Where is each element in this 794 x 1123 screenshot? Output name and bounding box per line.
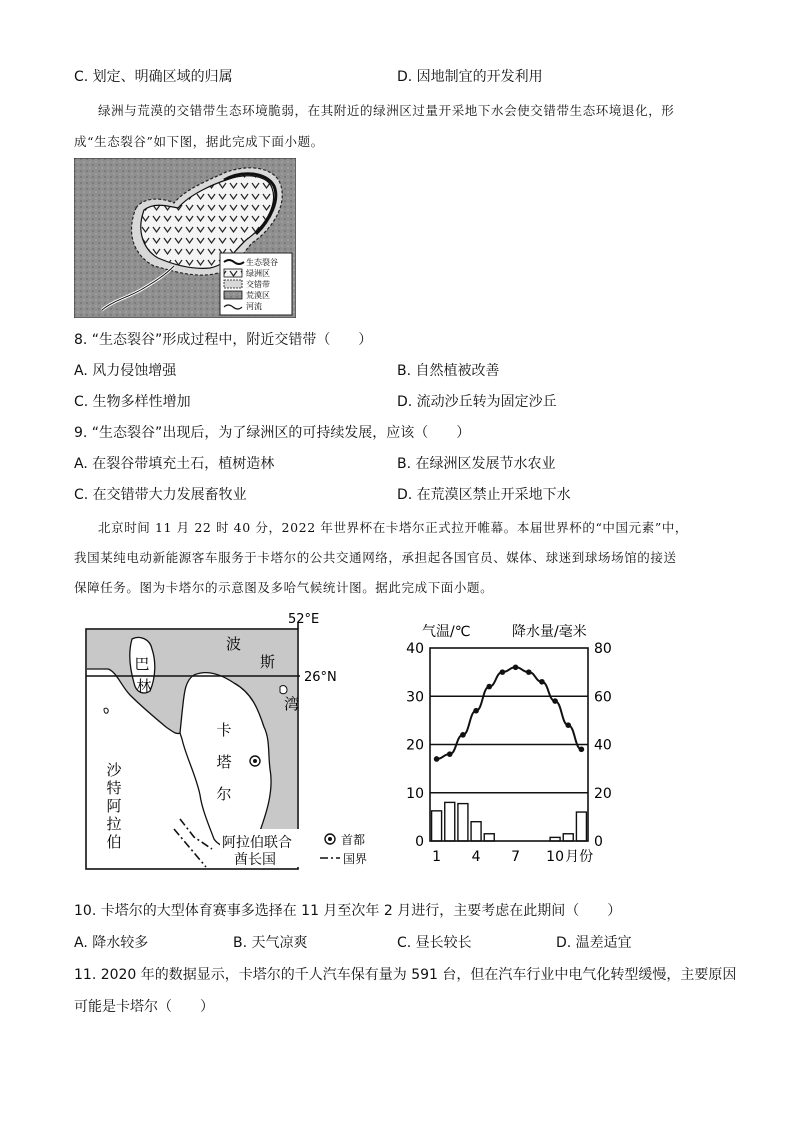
q9-stem: 9. “生态裂谷”出现后，为了绿洲区的可持续发展，应该（ ）: [74, 425, 471, 441]
right-axis-label: 降水量/毫米: [512, 624, 587, 640]
qatar-map: [84, 609, 368, 871]
x-tick-label: 7: [511, 849, 521, 865]
passage2-line3: 保障任务。图为卡塔尔的示意图及多哈气候统计图。据此完成下面小题。: [74, 580, 494, 595]
ecological-rift-figure: [74, 158, 296, 318]
left-tick-label: 30: [406, 689, 424, 706]
legend-label-ecotone: 交错带: [246, 280, 270, 289]
saudi-label-5: 伯: [106, 833, 122, 851]
right-tick-label: 40: [594, 737, 612, 754]
left-tick-label: 10: [406, 785, 424, 802]
temperature-point: [539, 679, 545, 685]
temperature-point: [579, 747, 585, 753]
q8-option-b: B. 自然植被改善: [397, 363, 500, 379]
desert-swatch-icon: [224, 291, 242, 299]
q10-option-a: A. 降水较多: [74, 935, 149, 951]
precip-bar: [458, 804, 468, 841]
right-tick-label: 80: [594, 641, 612, 657]
saudi-label-2: 特: [106, 779, 122, 797]
passage2-line2: 我国某纯电动新能源客车服务于卡塔尔的公共交通网络，承担起各国官员、媒体、球迷到球场场馆的接送: [74, 550, 677, 565]
temperature-curve: [437, 667, 582, 759]
q10-stem: 10. 卡塔尔的大型体育赛事多选择在 11 月至次年 2 月进行，主要考虑在此期间（ ）: [74, 903, 622, 919]
legend-label-oasis: 绿洲区: [246, 269, 270, 278]
left-tick-label: 20: [406, 737, 424, 754]
right-tick-label: 20: [594, 785, 612, 802]
uae-label-line1: 阿拉伯联合: [222, 835, 292, 851]
x-unit-label: 月份: [565, 849, 594, 865]
left-tick-label: 0: [415, 834, 424, 850]
left-axis-label: 气温/℃: [422, 624, 471, 640]
q8-option-d: D. 流动沙丘转为固定沙丘: [397, 394, 557, 410]
legend-label-desert: 荒漠区: [246, 291, 270, 300]
precip-bar: [484, 834, 494, 841]
gulf-label-1: 波: [226, 635, 242, 653]
q10-option-b: B. 天气凉爽: [233, 935, 308, 951]
left-tick-label: 40: [406, 641, 424, 657]
passage1-line1: 绿洲与荒漠的交错带生态环境脆弱，在其附近的绿洲区过量开采地下水会使交错带生态环境退化，形: [98, 103, 675, 118]
legend-capital-label: 首都: [341, 833, 366, 847]
passage1-line2: 成“生态裂谷”如下图，据此完成下面小题。: [74, 134, 324, 149]
q10-option-c: C. 昼长较长: [397, 935, 472, 951]
q8-option-a: A. 风力侵蚀增强: [74, 363, 177, 379]
lat-26n-label: 26°N: [304, 670, 337, 685]
temperature-point: [486, 684, 492, 690]
temperature-point: [500, 669, 506, 675]
bahrain-label-2: 林: [136, 677, 152, 695]
precipitation-bars: [432, 802, 587, 841]
q9-option-d: D. 在荒漠区禁止开采地下水: [397, 487, 571, 503]
precip-bar: [576, 812, 586, 841]
x-tick-label: 10: [546, 849, 564, 865]
precip-bar: [563, 834, 573, 841]
q9-option-b: B. 在绿洲区发展节水农业: [397, 456, 556, 472]
qatar-label-1: 卡: [216, 721, 232, 739]
temperature-point: [447, 751, 453, 757]
q9-option-c: C. 在交错带大力发展畜牧业: [74, 487, 247, 503]
ecotone-swatch-icon: [224, 280, 242, 288]
gulf-label-2: 斯: [260, 653, 276, 671]
qatar-label-3: 尔: [216, 785, 232, 803]
lon-52e-label: 52°E: [288, 612, 320, 627]
temperature-point: [473, 708, 479, 714]
precip-bar: [471, 822, 481, 841]
q7-option-d: D. 因地制宜的开发利用: [397, 69, 543, 85]
legend-label-river: 河流: [246, 302, 262, 311]
x-tick-label: 4: [471, 849, 481, 865]
precip-bar: [432, 811, 442, 841]
saudi-label-3: 阿: [106, 797, 122, 815]
temperature-point: [513, 665, 519, 671]
passage2-line1: 北京时间 11 月 22 时 40 分，2022 年世界杯在卡塔尔正式拉开帷幕。本届世界杯的“中国元素”中，: [98, 520, 689, 535]
doha-climate-chart: [394, 618, 620, 870]
q9-option-a: A. 在裂谷带填充土石，植树造林: [74, 456, 275, 472]
q8-stem: 8. “生态裂谷”形成过程中，附近交错带（ ）: [74, 332, 373, 348]
island-west: [104, 708, 108, 713]
legend-label-rift: 生态裂谷: [246, 258, 278, 267]
temperature-point: [565, 722, 571, 728]
saudi-label-1: 沙: [106, 761, 122, 779]
temperature-point: [526, 669, 532, 675]
q11-stem-line2: 可能是卡塔尔（ ）: [74, 999, 214, 1015]
bahrain-label-1: 巴: [134, 655, 150, 673]
temperature-point: [460, 732, 466, 738]
q8-option-c: C. 生物多样性增加: [74, 394, 191, 410]
oasis-swatch-icon: [224, 269, 242, 277]
saudi-label-4: 拉: [106, 815, 122, 833]
gulf-label-3: 湾: [284, 695, 300, 713]
uae-label-line2: 酋长国: [234, 852, 276, 868]
temperature-point: [552, 698, 558, 704]
q10-option-d: D. 温差适宜: [556, 935, 632, 951]
q11-stem-line1: 11. 2020 年的数据显示，卡塔尔的千人汽车保有量为 591 台，但在汽车行业中电气化转型缓慢，主要原因: [74, 967, 737, 983]
q7-option-c: C. 划定、明确区域的归属: [74, 69, 233, 85]
x-tick-label: 1: [432, 849, 442, 865]
island-east: [280, 686, 287, 694]
temperature-point: [434, 756, 440, 762]
chart-grid: [430, 696, 588, 793]
precip-bar: [445, 802, 455, 841]
qatar-label-2: 塔: [216, 753, 232, 771]
right-tick-label: 60: [594, 689, 612, 706]
temperature-line: [434, 665, 584, 762]
legend-border-label: 国界: [343, 852, 368, 866]
right-tick-label: 0: [594, 834, 603, 850]
